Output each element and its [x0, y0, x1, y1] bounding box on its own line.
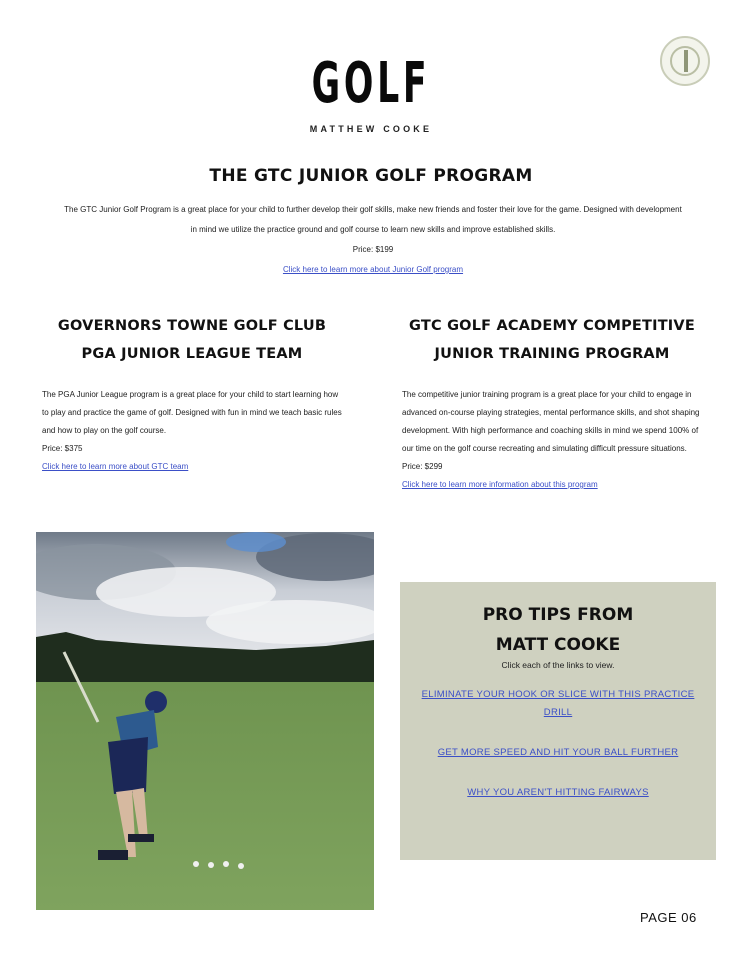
heading-line: JUNIOR TRAINING PROGRAM — [434, 346, 670, 362]
section-heading — [42, 312, 342, 368]
junior-program-heading: THE GTC JUNIOR GOLF PROGRAM — [209, 166, 533, 186]
golfer-photo — [36, 532, 374, 910]
pro-tips-box — [400, 582, 716, 860]
title-line: MATT COOKE — [495, 635, 621, 655]
golfer-photo-illustration — [36, 532, 374, 910]
junior-program-link[interactable]: Click here to learn more about Junior Golf program — [282, 265, 464, 274]
section-body — [402, 386, 702, 494]
pga-junior-league-section — [42, 312, 342, 476]
pro-tips-links — [400, 686, 716, 802]
section-body — [42, 386, 342, 476]
training-program-link[interactable]: Click here to learn more information about this program — [402, 480, 598, 489]
gtc-team-link[interactable]: Click here to learn more about GTC team — [42, 462, 189, 471]
heading-line: GTC GOLF ACADEMY COMPETITIVE — [409, 318, 695, 334]
section-text: The competitive junior training program is a great place for your child to engage in advanced on-course playing strategies, mental performance skills, and shot shaping development. With high performance and coaching skills in mind we spend 100% of our time on the golf course recreating and simulating difficult pressure situations. — [402, 390, 700, 453]
page-number: PAGE 06 — [640, 910, 697, 925]
pro-tip-link[interactable]: GET MORE SPEED AND HIT YOUR BALL FURTHER — [437, 747, 679, 758]
logo-subtitle: MATTHEW COOKE — [309, 124, 433, 134]
title-line: PRO TIPS FROM — [482, 605, 634, 625]
pro-tip-link[interactable]: ELIMINATE YOUR HOOK OR SLICE WITH THIS PRACTICE DRILL — [421, 689, 695, 718]
intro-body: The GTC Junior Golf Program is a great place for your child to further develop their golf skills, make new friends and foster their love for the game. Designed with development in mind we utilize the practice ground and golf course to learn new skills and improve established skills. — [64, 205, 682, 234]
pro-tip-link[interactable]: WHY YOU AREN'T HITTING FAIRWAYS — [467, 787, 649, 798]
competitive-training-section — [402, 312, 702, 494]
intro-price: Price: $199 — [352, 245, 394, 254]
pro-tips-title — [400, 600, 716, 660]
heading-line: PGA JUNIOR LEAGUE TEAM — [81, 346, 303, 362]
junior-program-intro — [62, 200, 684, 280]
section-text: The PGA Junior League program is a great place for your child to start learning how to play and practice the game of golf. Designed with fun in mind we teach basic rules and how to play on the golf course. — [42, 390, 342, 435]
section-heading — [402, 312, 702, 368]
heading-line: GOVERNORS TOWNE GOLF CLUB — [57, 318, 327, 334]
section-price: Price: $375 — [42, 444, 83, 453]
logo-title: GOLF — [311, 51, 431, 116]
club-seal-icon — [660, 36, 710, 86]
pro-tips-note: Click each of the links to view. — [501, 660, 615, 670]
section-price: Price: $299 — [402, 462, 443, 471]
